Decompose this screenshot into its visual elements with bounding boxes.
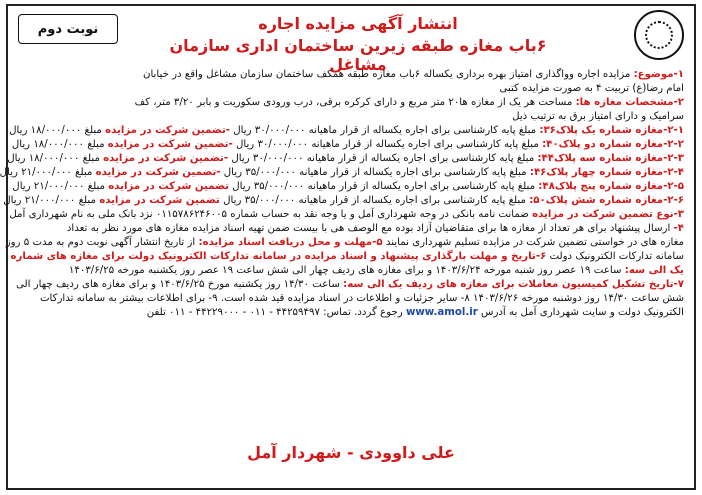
sec5-text: از تاریخ انتشار آگهی نوبت دوم به مدت ۵ روز — [5, 237, 196, 248]
shop-amount: مبلغ ۱۸/۰۰۰/۰۰۰ ریال — [9, 125, 102, 136]
sec1-line2 — [20, 82, 684, 96]
sec9-text: ۹- برای اطلاعات بیشتر به سامانه تدارکات — [39, 293, 218, 304]
sec3-text: ضمانت نامه بانکی در وجه شهرداری آمل و یا وجه نقد به حساب شماره ۰۱۱۵۷۸۶۲۴۶۰۰۵ نزد بانک ملی به نام شهرداری آمل — [9, 209, 529, 220]
shop-price: مبلغ پایه کارشناسی برای اجاره یکساله از قرار ماهیانه ۳۵/۰۰۰/۰۰۰ ریال — [223, 167, 527, 178]
shop-guarantee: -تضمین شرکت در مزایده — [107, 139, 233, 150]
sec4-text2: مغازه های در خواستی تضمین شرکت در مزایده تسلیم شهرداری نمایند — [385, 237, 684, 248]
signature: علی داوودی - شهردار آمل — [247, 443, 455, 462]
notice-frame — [0, 4, 696, 490]
shop-row-4 — [0, 166, 684, 180]
shop-label: ۲-۶-مغازه شماره شش پلاک۵۰: — [529, 195, 684, 206]
sec2-line2 — [20, 110, 684, 124]
shop-label: ۲-۲-مغازه شماره دو پلاک۴۰: — [542, 139, 684, 150]
shop-price: مبلغ پایه کارشناسی برای اجاره یکساله از قرار ماهیانه ۳۰/۰۰۰/۰۰۰ ریال — [231, 153, 535, 164]
sec7-text2: شش ساعت ۱۴/۳۰ روز دوشنبه مورخه ۱۴۰۳/۶/۲۶ — [473, 293, 684, 304]
shop-label: ۲-۵-مغازه شماره پنج پلاک۴۸: — [538, 181, 684, 192]
shop-amount: مبلغ ۱۸/۰۰۰/۰۰۰ ریال — [7, 153, 100, 164]
sec2-line — [20, 96, 684, 110]
notice-header — [8, 6, 694, 74]
shop-row-5 — [12, 180, 684, 194]
sec8-text: ۸- سایر جزئیات و اطلاعات در اسناد مزایده قید شده است. — [220, 293, 470, 304]
sec3-head: ۳-نوع تضمین شرکت در مزایده — [532, 209, 684, 220]
sec2-text: مساحت هر یک از مغازه ها۲۰ متر مربع و دارای کرکره برقی، درب ورودی سکوریت و بابر ۳/۲۰ متر، کف — [134, 97, 573, 108]
shop-price: مبلغ پایه کارشناسی برای اجاره یکساله از قرار ماهیانه ۳۵/۰۰۰/۰۰۰ ریال — [223, 195, 526, 206]
sec1-text: مزایده اجاره وواگذاری امتیاز بهره برداری یکساله ۶باب مغازه طبقه همکف ساختمان سازمان مشاغل واقع در خیابان — [142, 69, 631, 80]
shop-row-3 — [7, 152, 684, 166]
sec3-line — [9, 208, 684, 222]
notice-title: انتشار آگهی مزایده اجاره — [258, 14, 458, 33]
sec6-pre: سامانه تدارکات الکترونیک دولت — [549, 251, 684, 262]
sec2-text2: سرامیک و دارای امتیاز برق به ترتیب ذیل — [512, 111, 684, 122]
shop-row-6 — [3, 194, 684, 208]
website-link[interactable]: www.amol.ir — [405, 307, 478, 318]
sec1-line — [20, 68, 684, 82]
shop-label: ۲-۴-مغازه شماره چهار پلاک۴۶: — [529, 167, 684, 178]
sec1-head: ۱-موضوع: — [633, 69, 684, 80]
shop-label: ۲-۱-مغازه شماره یک پلاک۳۶: — [539, 125, 684, 136]
shop-guarantee: -تضمین شرکت در مزایده — [103, 153, 229, 164]
contact-line — [20, 306, 684, 320]
sec2-head: ۲-مشخصات مغازه ها: — [575, 97, 684, 108]
notice-subtitle: ۶باب مغازه طبقه زیرین ساختمان اداری سازمان مشاغل — [169, 36, 547, 74]
shop-guarantee: -تضمین شرکت در مزایده — [105, 125, 231, 136]
shop-amount: مبلغ ۲۱/۰۰۰/۰۰۰ ریال — [3, 195, 96, 206]
contact-text: رجوع گردد. تماس: ۴۴۲۵۹۴۹۷ - ۰۱۱ - ۴۴۲۲۹۰۰۰ - ۰۱۱ تلفن — [146, 307, 403, 318]
notice-body — [0, 68, 684, 410]
sec7-text: ساعت ۱۴/۳۰ روز یکشنبه مورخ ۱۴۰۳/۶/۲۵ و برای مغازه های ردیف چهار الی — [16, 279, 340, 290]
shop-guarantee: -تضمین شرکت در مزایده — [95, 167, 221, 178]
shop-row-1 — [9, 124, 684, 138]
sec9-text2: الکترونیک دولت و سایت شهرداری آمل به آدرس — [481, 307, 684, 318]
municipality-seal-icon — [634, 10, 684, 60]
sec4-text: ارسال پیشنهاد برای هر تعداد از مغازه ها برای متقاضیان آزاد بوده مع الوصف هی با بیست ضمن تهیه اسناد مزایده مغازه های مورد نظر به تعداد — [66, 223, 671, 234]
shop-label: ۲-۳-مغازه شماره سه پلاک۴۴: — [537, 153, 684, 164]
shop-guarantee: تضمین شرکت در مزایده — [108, 181, 229, 192]
round-badge: نوبت دوم — [18, 14, 118, 44]
sec6-line2 — [20, 264, 684, 278]
shop-row-2 — [11, 138, 684, 152]
sec7-line — [16, 278, 684, 292]
sec4-head: ۴- — [673, 223, 684, 234]
shop-amount: مبلغ ۱۸/۰۰۰/۰۰۰ ریال — [11, 139, 105, 150]
shop-price: مبلغ پایه کارشناسی برای اجاره یکساله از قرار ماهیانه ۳۰/۰۰۰/۰۰۰ ریال — [235, 139, 539, 150]
shop-guarantee: تضمین شرکت در مزایده — [99, 195, 220, 206]
sec7-8-9-line — [20, 292, 684, 306]
sec4-5-line — [5, 236, 684, 250]
sec6-text: ساعت ۱۹ عصر روز شنبه مورخه ۱۴۰۳/۶/۲۴ و برای مغازه های ردیف چهار الی شش ساعت ۱۹ عصر روز یکشنبه مورخه ۱۴۰۳/۶/۲۵ — [68, 265, 622, 276]
sec7-head: ۷-تاریخ تشکیل کمیسیون معاملات برای مغازه های ردیف یک الی سه: — [343, 279, 684, 290]
sec5-head: ۵-مهلت و محل دریافت اسناد مزایده: — [198, 237, 383, 248]
shop-price: مبلغ پایه کارشناسی برای اجاره یکساله از قرار ماهیانه ۳۰/۰۰۰/۰۰۰ ریال — [233, 125, 537, 136]
sec4-line — [20, 222, 684, 236]
shop-amount: مبلغ ۲۱/۰۰۰/۰۰۰ ریال — [12, 181, 106, 192]
shop-amount: مبلغ ۲۱/۰۰۰/۰۰۰ ریال — [0, 167, 93, 178]
sec1-text2: امام رضا(ع) تربیت ۴ به صورت مزایده کتبی — [499, 83, 684, 94]
sec6-head: ۶-تاریخ و مهلت بارگذاری پیشنهاد و اسناد مزایده در سامانه تدارکات الکترونیک دولت برای مغازه های شماره — [10, 251, 547, 262]
shop-price: مبلغ پایه کارشناسی برای اجاره یکساله از قرار ماهیانه ۳۵/۰۰۰/۰۰۰ ریال — [232, 181, 536, 192]
sec6-sub: یک الی سه: — [624, 265, 684, 276]
sec6-line — [10, 250, 684, 264]
